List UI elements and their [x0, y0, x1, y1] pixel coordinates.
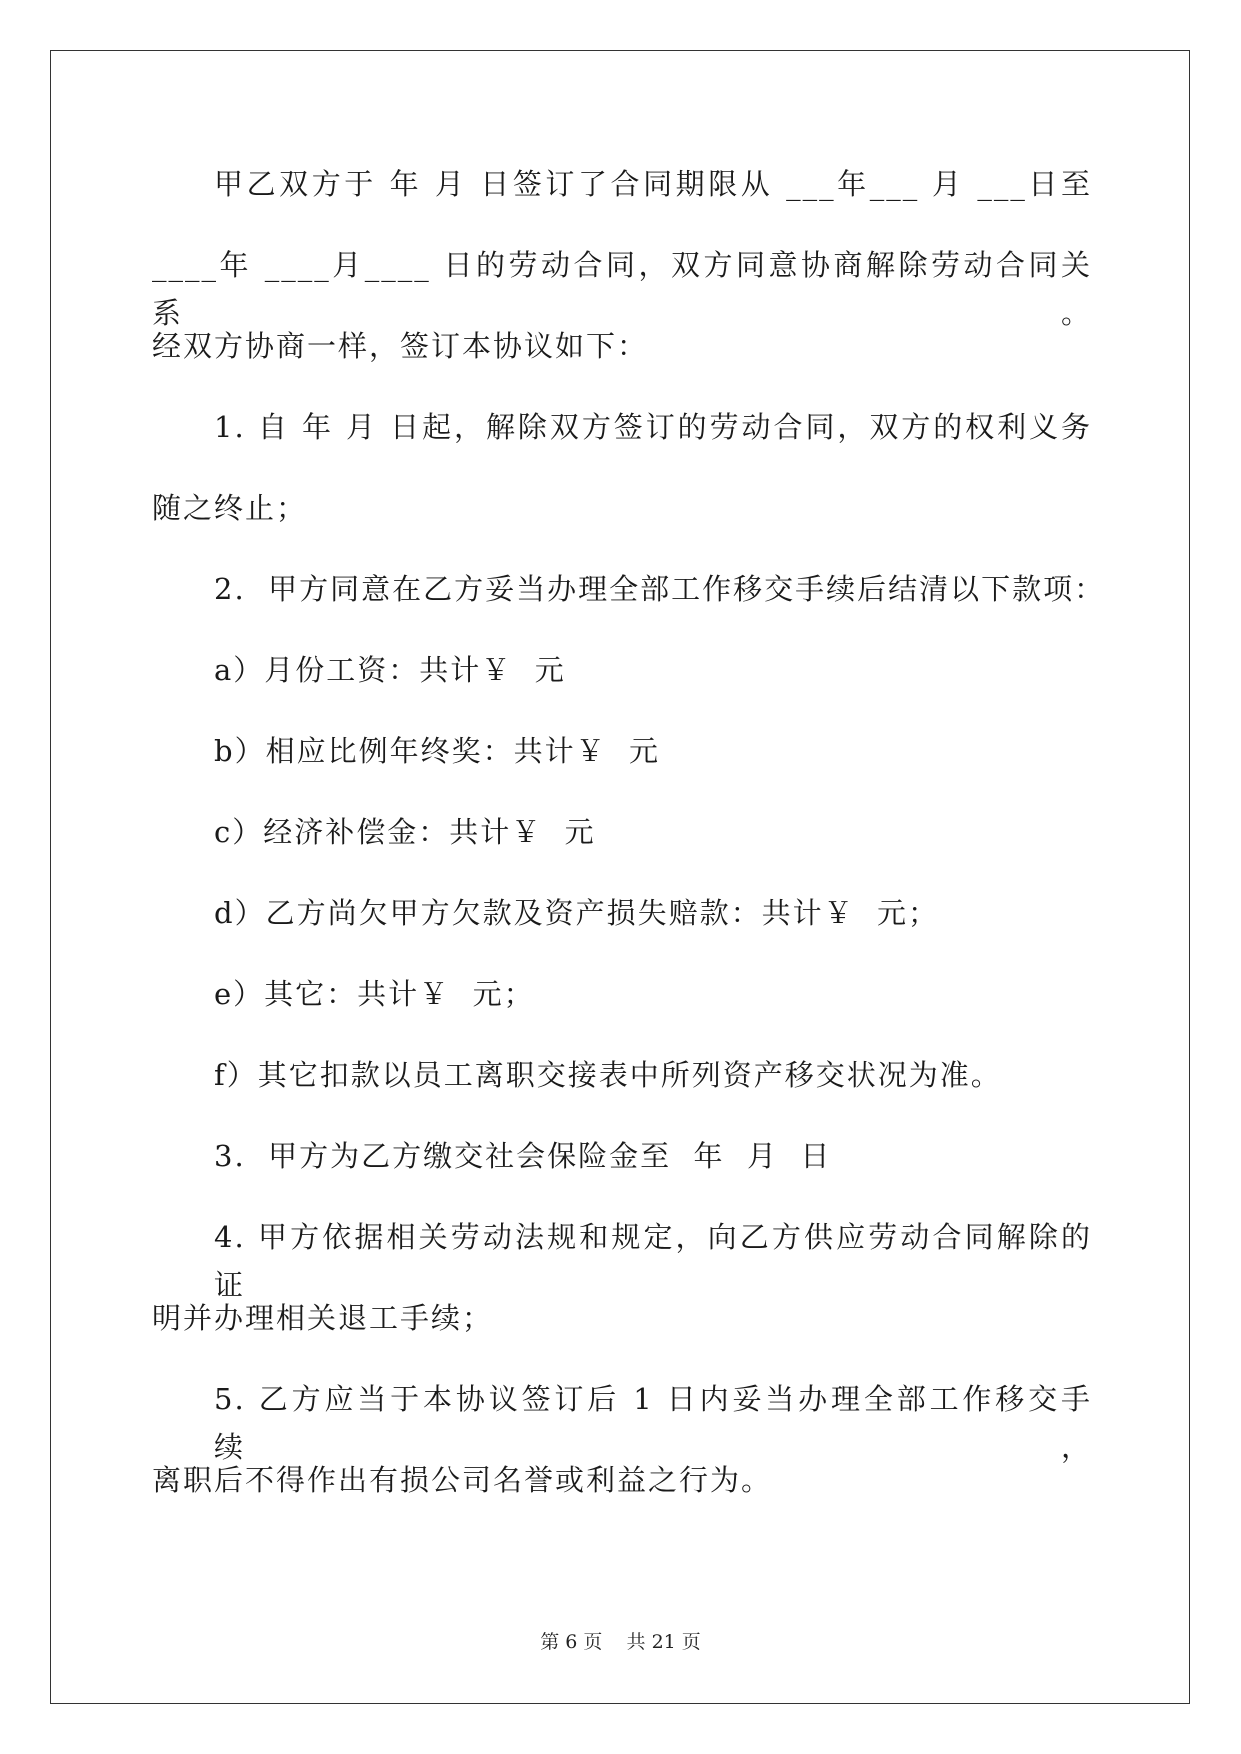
- page-number: 第 6 页 共 21 页: [540, 1631, 701, 1653]
- paragraph-line: 明并办理相关退工手续；: [152, 1301, 494, 1335]
- paragraph-line: 经双方协商一样，签订本协议如下：: [152, 329, 649, 363]
- list-item: e）其它：共计￥ 元；: [214, 977, 535, 1011]
- paragraph-line: 1. 自 年 月 日起，解除双方签订的劳动合同，双方的权利义务: [214, 410, 1092, 444]
- paragraph-line: 随之终止；: [152, 491, 308, 525]
- paragraph-line: 3. 甲方为乙方缴交社会保险金至 年 月 日: [214, 1139, 832, 1173]
- list-item: b）相应比例年终奖：共计￥ 元: [214, 734, 661, 768]
- list-item: a）月份工资：共计￥ 元: [214, 653, 566, 687]
- paragraph-line: 5. 乙方应当于本协议签订后 1 日内妥当办理全部工作移交手续，: [214, 1382, 1092, 1464]
- document-body: [152, 160, 1106, 1537]
- paragraph-line: 离职后不得作出有损公司名誉或利益之行为。: [152, 1463, 773, 1497]
- paragraph-line: ____年 ____月____ 日的劳动合同，双方同意协商解除劳动合同关系。: [152, 248, 1092, 330]
- paragraph-line: 2. 甲方同意在乙方妥当办理全部工作移交手续后结清以下款项：: [214, 572, 1106, 606]
- list-item: d）乙方尚欠甲方欠款及资产损失赔款：共计￥ 元；: [214, 896, 940, 930]
- list-item: f）其它扣款以员工离职交接表中所列资产移交状况为准。: [214, 1058, 1002, 1092]
- paragraph-line: 4. 甲方依据相关劳动法规和规定，向乙方供应劳动合同解除的证: [214, 1220, 1092, 1302]
- list-item: c）经济补偿金：共计￥ 元: [214, 815, 596, 849]
- paragraph-line: 甲乙双方于 年 月 日签订了合同期限从 ___年___ 月 ___日至: [214, 167, 1092, 201]
